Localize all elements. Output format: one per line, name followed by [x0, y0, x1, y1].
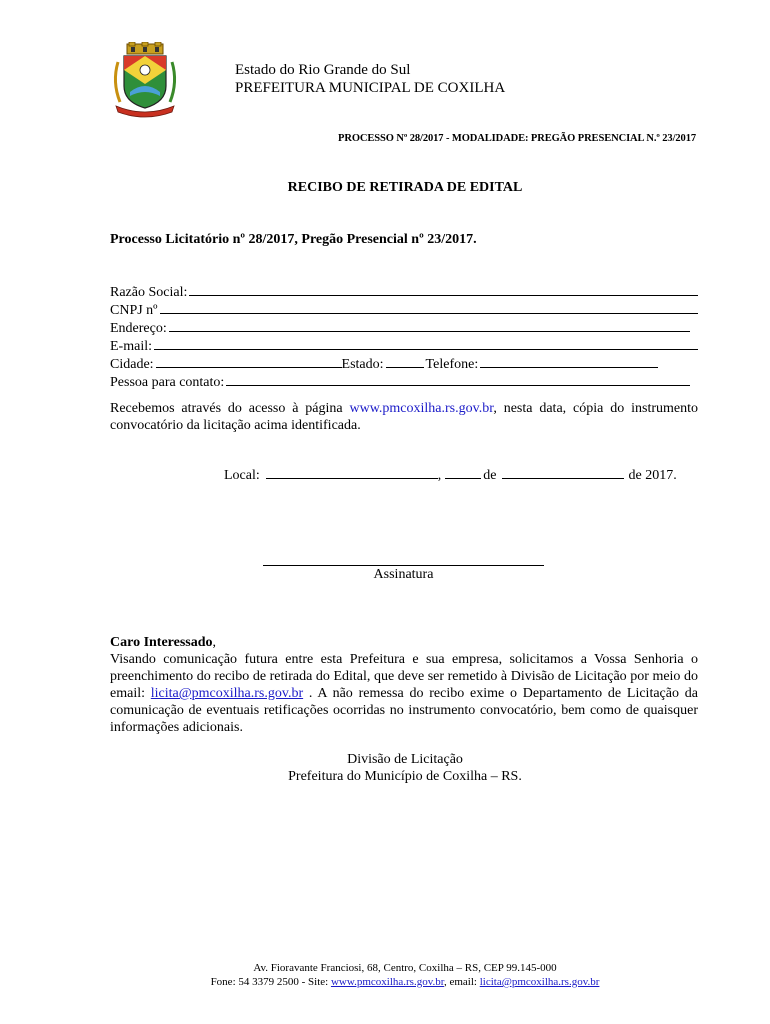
- notice-salutation: [110, 634, 698, 651]
- notice-text-start: Visando comunicação futura entre esta Prefeitura e sua empresa, solicitamos a Vossa Senhoria o preenchimento do recibo de retirada do Edital, que deve ser remetido à Divisão de Licitação por meio do email:: [110, 652, 698, 701]
- label-de: de: [483, 468, 497, 483]
- row-cidade: [110, 355, 698, 373]
- salutation-punct: ,: [212, 635, 217, 650]
- footer-phone: Fone: 54 3379 2500 - Site:: [210, 976, 331, 988]
- label-endereco: Endereço:: [110, 321, 167, 336]
- receipt-text-start: Recebemos através do acesso à página: [110, 401, 350, 416]
- process-line: PROCESSO Nº 28/2017 - MODALIDADE: PREGÃO PRESENCIAL N.º 23/2017: [338, 133, 696, 144]
- municipality-name: Prefeitura do Município de Coxilha – RS.: [288, 769, 522, 784]
- field-day[interactable]: [445, 466, 481, 479]
- local-comma: ,: [437, 468, 442, 483]
- state-name: Estado do Rio Grande do Sul: [235, 62, 411, 78]
- division-name: Divisão de Licitação: [347, 752, 463, 767]
- row-contato: [110, 373, 698, 391]
- site-link[interactable]: www.pmcoxilha.rs.gov.br: [349, 401, 494, 416]
- notice-email-link[interactable]: licita@pmcoxilha.rs.gov.br: [150, 686, 304, 701]
- label-cidade: Cidade:: [110, 357, 154, 372]
- field-email[interactable]: [154, 337, 698, 350]
- field-local[interactable]: [266, 466, 438, 479]
- label-email: E-mail:: [110, 339, 152, 354]
- signature-line[interactable]: [263, 565, 544, 566]
- field-month[interactable]: [502, 466, 624, 479]
- local-date-line: [224, 466, 677, 484]
- field-telefone[interactable]: [480, 355, 658, 368]
- label-local: Local:: [224, 468, 260, 483]
- label-contato: Pessoa para contato:: [110, 375, 225, 390]
- receipt-form: [110, 283, 698, 391]
- field-endereco[interactable]: [169, 319, 690, 332]
- label-cnpj: CNPJ nº: [110, 303, 158, 318]
- footer-email-link[interactable]: licita@pmcoxilha.rs.gov.br: [479, 976, 600, 988]
- document-title: RECIBO DE RETIRADA DE EDITAL: [287, 180, 523, 195]
- field-contato[interactable]: [226, 373, 690, 386]
- footer-contact: [0, 975, 770, 989]
- receipt-statement: [110, 400, 698, 434]
- row-endereco: [110, 319, 698, 337]
- signature-label: Assinatura: [373, 567, 434, 582]
- division-signature: [0, 751, 770, 785]
- notice-paragraph: [110, 634, 698, 736]
- label-estado: Estado:: [341, 357, 384, 372]
- notice-body: [110, 651, 698, 736]
- notice-text-end: . A não remessa do recibo exime o Departamento de Licitação da comunicação de eventuais retificações ocorridas no instrumento convocatório, bem como de quaisquer informações adicionais.: [110, 686, 698, 735]
- row-cnpj: [110, 301, 698, 319]
- field-cidade[interactable]: [156, 355, 342, 368]
- footer-site-link[interactable]: www.pmcoxilha.rs.gov.br: [330, 976, 444, 988]
- receipt-text-end: , nesta data, cópia do instrumento convocatório da licitação acima identificada.: [110, 401, 698, 433]
- footer-email-label: , email:: [443, 976, 480, 988]
- footer-address: Av. Fioravante Franciosi, 68, Centro, Coxilha – RS, CEP 99.145-000: [253, 962, 557, 974]
- label-year: de 2017.: [628, 468, 677, 483]
- label-razao-social: Razão Social:: [110, 285, 188, 300]
- process-subtitle: Processo Licitatório nº 28/2017, Pregão Presencial nº 23/2017.: [110, 232, 477, 247]
- field-cnpj[interactable]: [160, 301, 698, 314]
- header: [235, 61, 505, 97]
- row-razao-social: [110, 283, 698, 301]
- page-footer: [0, 961, 770, 989]
- coat-of-arms-icon: [110, 42, 180, 118]
- city-hall-name: PREFEITURA MUNICIPAL DE COXILHA: [235, 80, 506, 96]
- field-estado[interactable]: [386, 355, 424, 368]
- label-telefone: Telefone:: [425, 357, 479, 372]
- field-razao-social[interactable]: [189, 283, 698, 296]
- row-email: [110, 337, 698, 355]
- salutation-text: Caro Interessado: [110, 635, 213, 650]
